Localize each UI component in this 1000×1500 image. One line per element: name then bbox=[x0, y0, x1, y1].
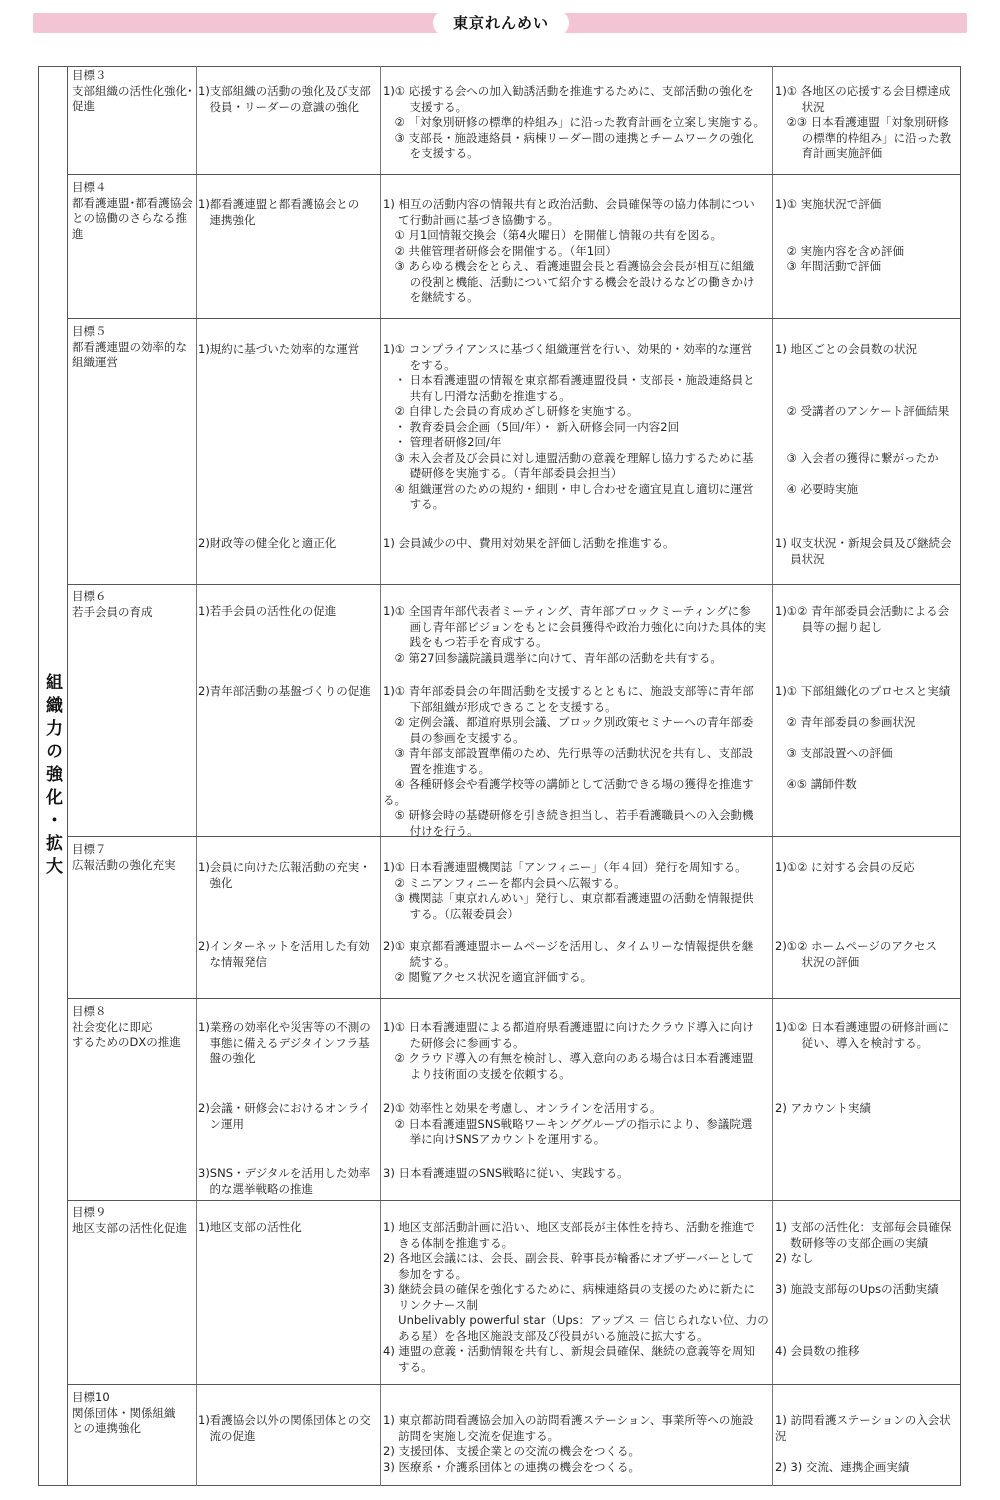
activity-cell: 1) 東京都訪問看護協会加入の訪問看護ステーション、事業所等への施設 訪問を実施し交流を促進する。 2) 支援団体、支援企業との交流の機会をつくる。 3) 医療系・介護系団体との連携の機会をつくる。 bbox=[383, 1413, 754, 1474]
evaluation-cell: 1) 収支状況・新規会員及び継続会 員状況 bbox=[775, 536, 952, 566]
activity-cell: 1)① 日本看護連盟による都道府県看護連盟に向けたクラウド導入に向け た研修会に参画する。 ② クラウド導入の有無を検討し、導入意向のある場合は日本看護連盟 より技術面の支援を依頼する。 bbox=[383, 1020, 754, 1081]
activity-cell: 2)① 効率性と効果を考慮し、オンラインを活用する。 ② 日本看護連盟SNS戦略ワーキンググループの指示により、参議院選 挙に向けSNSアカウントを運用する。 bbox=[383, 1101, 753, 1146]
column-divider bbox=[772, 66, 773, 1486]
evaluation-cell: 1) 支部の活性化：支部毎会員確保 数研修等の支部企画の実績 2) なし 3) 施設支部毎のUpsの活動実績 4) 会員数の推移 bbox=[775, 1220, 952, 1358]
activity-cell: 1)① 応援する会への加入勧誘活動を推進するために、支部活動の強化を 支援する。 ② 「対象別研修の標準的枠組み」に沿った教育計画を立案し実施する。 ③ 支部長・施設連絡員・病棟リーダー間の連携とチームワークの強化 を支援する。 bbox=[383, 84, 765, 160]
evaluation-cell: 2) アカウント実績 bbox=[775, 1101, 871, 1115]
policy-cell: 1)看護協会以外の関係団体との交 流の促進 bbox=[198, 1413, 371, 1443]
policy-cell: 1)業務の効率化や災害等の不測の 事態に備えるデジタインフラ基 盤の強化 bbox=[198, 1020, 371, 1065]
policy-cell: 2)会議・研修会におけるオンライ ン運用 bbox=[198, 1101, 371, 1131]
evaluation-cell: 1)①② 青年部委員会活動による会 員等の掘り起し bbox=[775, 604, 950, 634]
activity-cell: 1)① 青年部委員会の年間活動を支援するとともに、施設支部等に青年部 下部組織が形成できることを支援する。 ② 定例会議、都道府県別会議、ブロック別政策セミナーへの青年部委 員の参画を支援する。 ③ 青年部支部設置準備のため、先行県等の活動状況を共有し、支部設 置を推進する。 ④ 各種研修会や看護学校等の講師として活動できる場の獲得を推進する。 ⑤ 研修会時の基礎研修を引き続き担当し、若手看護職員への入会動機 付けを行う。 bbox=[383, 684, 754, 838]
activity-cell: 1)① 全国青年部代表者ミーティング、青年部ブロックミーティングに参 画し青年部ビジョンをもとに会員獲得や政治力強化に向けた具体的実 践をもつ若手を育成する。 ② 第27回参議院議員選挙に向けて、青年部の活動を共有する。 bbox=[383, 604, 766, 665]
section-label: 組織力の強化・拡大 bbox=[42, 672, 62, 880]
row-divider bbox=[68, 318, 961, 319]
evaluation-cell: 1) 訪問看護ステーションの入会状況 2) 3) 交流、連携企画実績 bbox=[775, 1413, 951, 1474]
row-divider bbox=[68, 174, 961, 175]
policy-cell: 1)地区支部の活性化 bbox=[198, 1220, 302, 1234]
activity-cell: 1)① コンプライアンスに基づく組織運営を行い、効果的・効率的な運営 をする。 ・ 日本看護連盟の情報を東京都看護連盟役員・支部長・施設連絡員と 共有し円滑な活動を推進する。 ② 自律した会員の育成めざし研修を実施する。 ・ 教育委員会企画（5回/年）・ 新入研修会同一内容2回 ・ 管理者研修2回/年 ③ 未入会者及び会員に対し連盟活動の意義を理解し協力するために基 礎研修を実施する。（青年部委員会担当） ④ 組織運営のための規約・細則・申し合わせを適宜見直し適切に運営 する。 bbox=[383, 342, 755, 511]
activity-cell: 1)① 日本看護連盟機関誌「アンフィニー」（年４回）発行を周知する。 ② ミニアンフィニーを都内会員へ広報する。 ③ 機関誌「東京れんめい」発行し、東京都看護連盟の活動を情報提供 する。（広報委員会） bbox=[383, 860, 754, 921]
evaluation-cell: 1)①② に対する会員の反応 bbox=[775, 860, 915, 874]
policy-cell: 1)規約に基づいた効率的な運営 bbox=[198, 342, 360, 356]
goal-cell: 目標８ 社会変化に即応 するためのDXの推進 bbox=[72, 1004, 181, 1049]
evaluation-cell: 1)① 各地区の応援する会目標達成 状況 ②③ 日本看護連盟「対象別研修 の標準的枠組み」に沿った教 育計画実施評価 bbox=[775, 84, 952, 160]
column-divider bbox=[196, 66, 197, 1486]
activity-cell: 2)① 東京都看護連盟ホームページを活用し、タイムリーな情報提供を継 続する。 ② 閲覧アクセス状況を適宜評価する。 bbox=[383, 939, 754, 984]
policy-cell: 3)SNS・デジタルを活用した効率 的な選挙戦略の推進 bbox=[198, 1166, 371, 1196]
goal-cell: 目標10 関係団体・関係組織 との連携強化 bbox=[72, 1390, 176, 1435]
policy-cell: 1)支部組織の活動の強化及び支部 役員・リーダーの意識の強化 bbox=[198, 84, 371, 114]
policy-cell: 1)会員に向けた広報活動の充実・ 強化 bbox=[198, 860, 371, 890]
policy-cell: 2)インターネットを活用した有効 な情報発信 bbox=[198, 939, 370, 969]
evaluation-cell: 1)①② 日本看護連盟の研修計画に 従い、導入を検討する。 bbox=[775, 1020, 950, 1050]
activity-cell: 1) 会員減少の中、費用対効果を評価し活動を推進する。 bbox=[383, 536, 675, 550]
goal-cell: 目標４ 都看護連盟･都看護協会 との協働のさらなる推進 bbox=[72, 180, 193, 241]
goal-cell: 目標５ 都看護連盟の効率的な 組織運営 bbox=[72, 324, 187, 369]
goal-cell: 目標６ 若手会員の育成 bbox=[72, 589, 153, 619]
policy-cell: 1)若手会員の活性化の促進 bbox=[198, 604, 337, 618]
policy-cell: 2)財政等の健全化と適正化 bbox=[198, 536, 337, 550]
goal-cell: 目標７ 広報活動の強化充実 bbox=[72, 842, 176, 872]
goal-cell: 目標３ 支部組織の活性化強化･ 促進 bbox=[72, 68, 193, 113]
evaluation-cell: 1)① 実施状況で評価 ② 実施内容を含め評価 ③ 年間活動で評価 bbox=[775, 197, 904, 273]
evaluation-cell: 1)① 下部組織化のプロセスと実績 ② 青年部委員の参画状況 ③ 支部設置への評価 ④⑤ 講師件数 bbox=[775, 684, 951, 791]
activity-cell: 3) 日本看護連盟のSNS戦略に従い、実践する。 bbox=[383, 1166, 629, 1180]
section-column bbox=[38, 66, 68, 1486]
row-divider bbox=[68, 1384, 961, 1385]
evaluation-cell: 2)①② ホームページのアクセス 状況の評価 bbox=[775, 939, 938, 969]
column-divider bbox=[380, 66, 381, 1486]
page-title: 東京れんめい bbox=[433, 10, 569, 36]
policy-cell: 1)都看護連盟と都看護協会との 連携強化 bbox=[198, 197, 360, 227]
row-divider bbox=[68, 584, 961, 585]
policy-cell: 2)青年部活動の基盤づくりの促進 bbox=[198, 684, 371, 698]
activity-cell: 1) 相互の活動内容の情報共有と政治活動、会員確保等の協力体制につい て行動計画に基づき協働する。 ① 月1回情報交換会（第4火曜日）を開催し情報の共有を図る。 ② 共催管理者研修会を開催する。（年1回） ③ あらゆる機会をとらえ、看護連盟会長と看護協会会長が相互に組織 の役割と機能、活動について紹介する機会を設けるなどの働きかけ を継続する。 bbox=[383, 197, 755, 304]
evaluation-cell: 1) 地区ごとの会員数の状況 ② 受講者のアンケート評価結果 ③ 入会者の獲得に繋がったか ④ 必要時実施 bbox=[775, 342, 950, 496]
activity-cell: 1) 地区支部活動計画に沿い、地区支部長が主体性を持ち、活動を推進で きる体制を推進する。 2) 各地区会議には、会長、副会長、幹事長が輪番にオブザーバーとして 参加をする。 3) 継続会員の確保を強化するために、病棟連絡員の支援のために新たに リンクナース制 Unbelivably powerful star（Ups：アップス ＝ 信じられない位、力の ある星）を各地区施設支部及び役員がいる施設に拡大する。 4) 連盟の意義・活動情報を共有し、新規会員確保、継続の意義等を周知 する。 bbox=[383, 1220, 769, 1374]
row-divider bbox=[68, 1200, 961, 1201]
row-divider bbox=[68, 998, 961, 999]
goal-cell: 目標９ 地区支部の活性化促進 bbox=[72, 1205, 187, 1235]
